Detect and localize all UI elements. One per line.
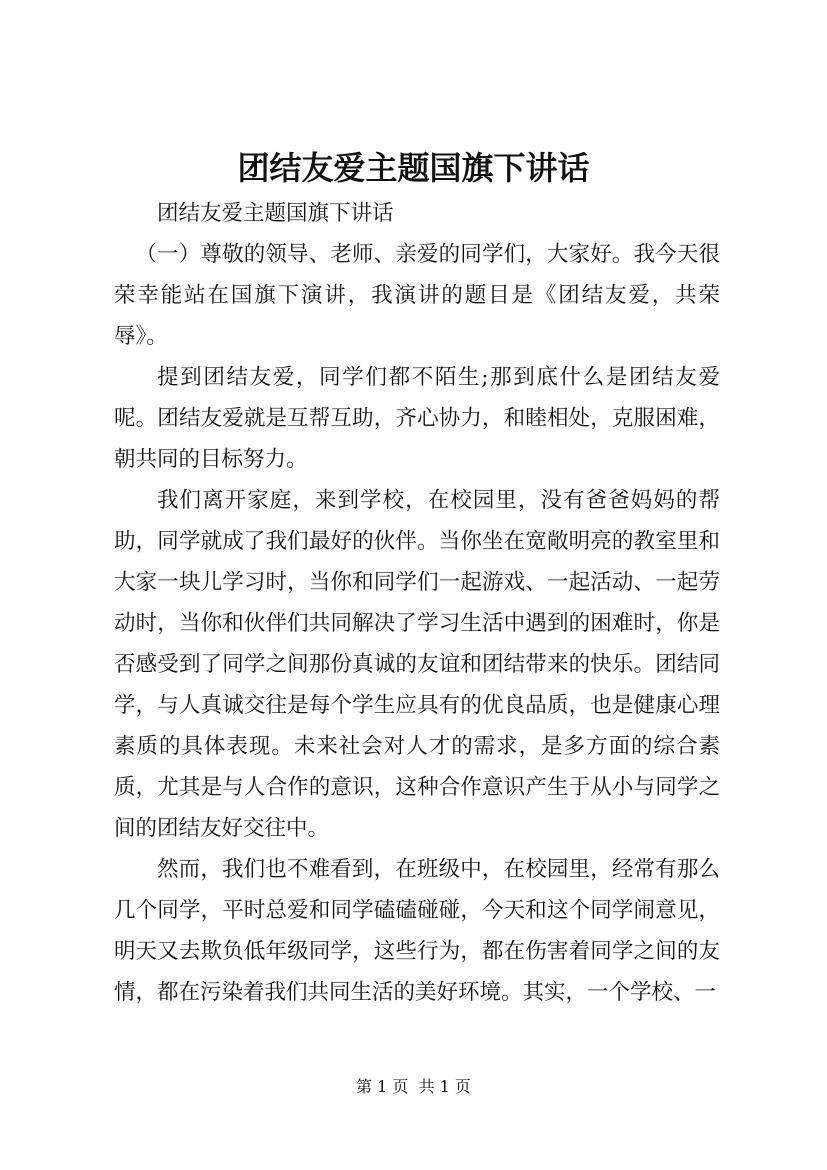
paragraph: （一）尊敬的领导、老师、亲爱的同学们，大家好。我今天很荣幸能站在国旗下演讲，我演讲的题目是《团结友爱，共荣辱》。	[114, 242, 720, 349]
paragraph: 然而，我们也不难看到，在班级中，在校园里，经常有那么几个同学，平时总爱和同学磕磕碰碰，今天和这个同学闹意见，明天又去欺负低年级同学，这些行为，都在伤害着同学之间的友情，都在污染着我们共同生活的美好环境。其实，一个学校、一	[114, 857, 720, 1005]
document-body	[114, 193, 720, 1013]
page-number-label: 第 1 页 共 1 页	[356, 1077, 471, 1096]
document-title: 团结友爱主题国旗下讲话	[237, 149, 590, 187]
paragraph: 我们离开家庭，来到学校，在校园里，没有爸爸妈妈的帮助，同学就成了我们最好的伙伴。当你坐在宽敞明亮的教室里和大家一块儿学习时，当你和同学们一起游戏、一起活动、一起劳动时，当你和伙伴们共同解决了学习生活中遇到的困难时，你是否感受到了同学之间那份真诚的友谊和团结带来的快乐。团结同学，与人真诚交往是每个学生应具有的优良品质，也是健康心理素质的具体表现。未来社会对人才的需求，是多方面的综合素质，尤其是与人合作的意识，这种合作意识产生于从小与同学之间的团结友好交往中。	[114, 488, 720, 841]
page-footer	[0, 1075, 827, 1099]
paragraph: 提到团结友爱，同学们都不陌生;那到底什么是团结友爱呢。团结友爱就是互帮互助，齐心协力，和睦相处，克服困难，朝共同的目标努力。	[114, 365, 720, 472]
paragraph: 团结友爱主题国旗下讲话	[157, 201, 394, 226]
